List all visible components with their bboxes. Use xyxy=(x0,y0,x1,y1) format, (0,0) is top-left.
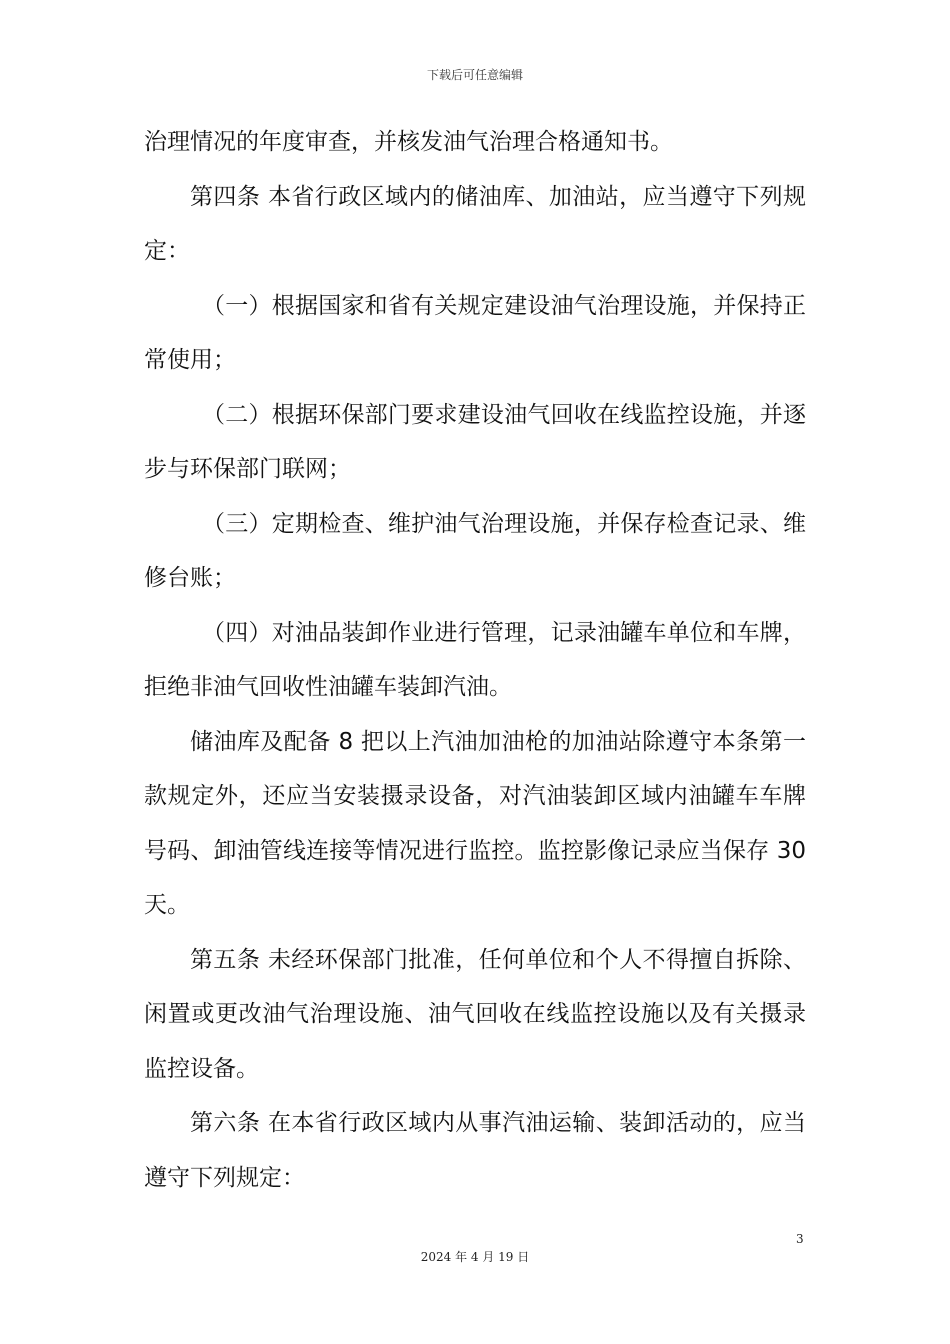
article-4-line-2: 定： xyxy=(144,238,190,264)
page-header: 下载后可任意编辑 xyxy=(426,68,523,82)
paragraph-line-3: 号码、卸油管线连接等情况进行监控。监控影像记录应当保存 30 xyxy=(144,837,806,864)
article-5-line-3: 监控设备。 xyxy=(144,1055,259,1082)
article-6-line-1: 第六条 在本省行政区域内从事汽油运输、装卸活动的，应当 xyxy=(190,1110,806,1136)
item-2-line-2: 步与环保部门联网； xyxy=(144,456,351,482)
item-1-line-2: 常使用； xyxy=(144,347,236,373)
item-4-line-2: 拒绝非油气回收性油罐车装卸汽油。 xyxy=(144,674,512,700)
item-4-line-1: （四）对油品装卸作业进行管理，记录油罐车单位和车牌， xyxy=(202,619,806,646)
paragraph-line-4: 天。 xyxy=(144,892,190,918)
item-3-line-2: 修台账； xyxy=(144,565,236,591)
footer-date: 2024 年 4 月 19 日 xyxy=(420,1250,530,1264)
item-1-line-1: （一）根据国家和省有关规定建设油气治理设施，并保持正 xyxy=(202,292,806,319)
item-3-line-1: （三）定期检查、维护油气治理设施，并保存检查记录、维 xyxy=(202,510,806,537)
item-2-line-1: （二）根据环保部门要求建设油气回收在线监控设施，并逐 xyxy=(202,401,806,428)
page-number: 3 xyxy=(796,1232,804,1246)
article-4-line-1: 第四条 本省行政区域内的储油库、加油站，应当遵守下列规 xyxy=(190,183,806,210)
body-line-1: 治理情况的年度审查，并核发油气治理合格通知书。 xyxy=(144,129,673,155)
paragraph-line-1: 储油库及配备 8 把以上汽油加油枪的加油站除遵守本条第一 xyxy=(190,728,806,755)
paragraph-line-2: 款规定外，还应当安装摄录设备，对汽油装卸区域内油罐车车牌 xyxy=(144,783,806,809)
document-body xyxy=(144,115,806,1205)
article-5-line-2: 闲置或更改油气治理设施、油气回收在线监控设施以及有关摄录 xyxy=(144,1001,806,1027)
article-5-line-1: 第五条 未经环保部门批准，任何单位和个人不得擅自拆除、 xyxy=(190,946,806,973)
article-6-line-2: 遵守下列规定： xyxy=(144,1164,305,1191)
